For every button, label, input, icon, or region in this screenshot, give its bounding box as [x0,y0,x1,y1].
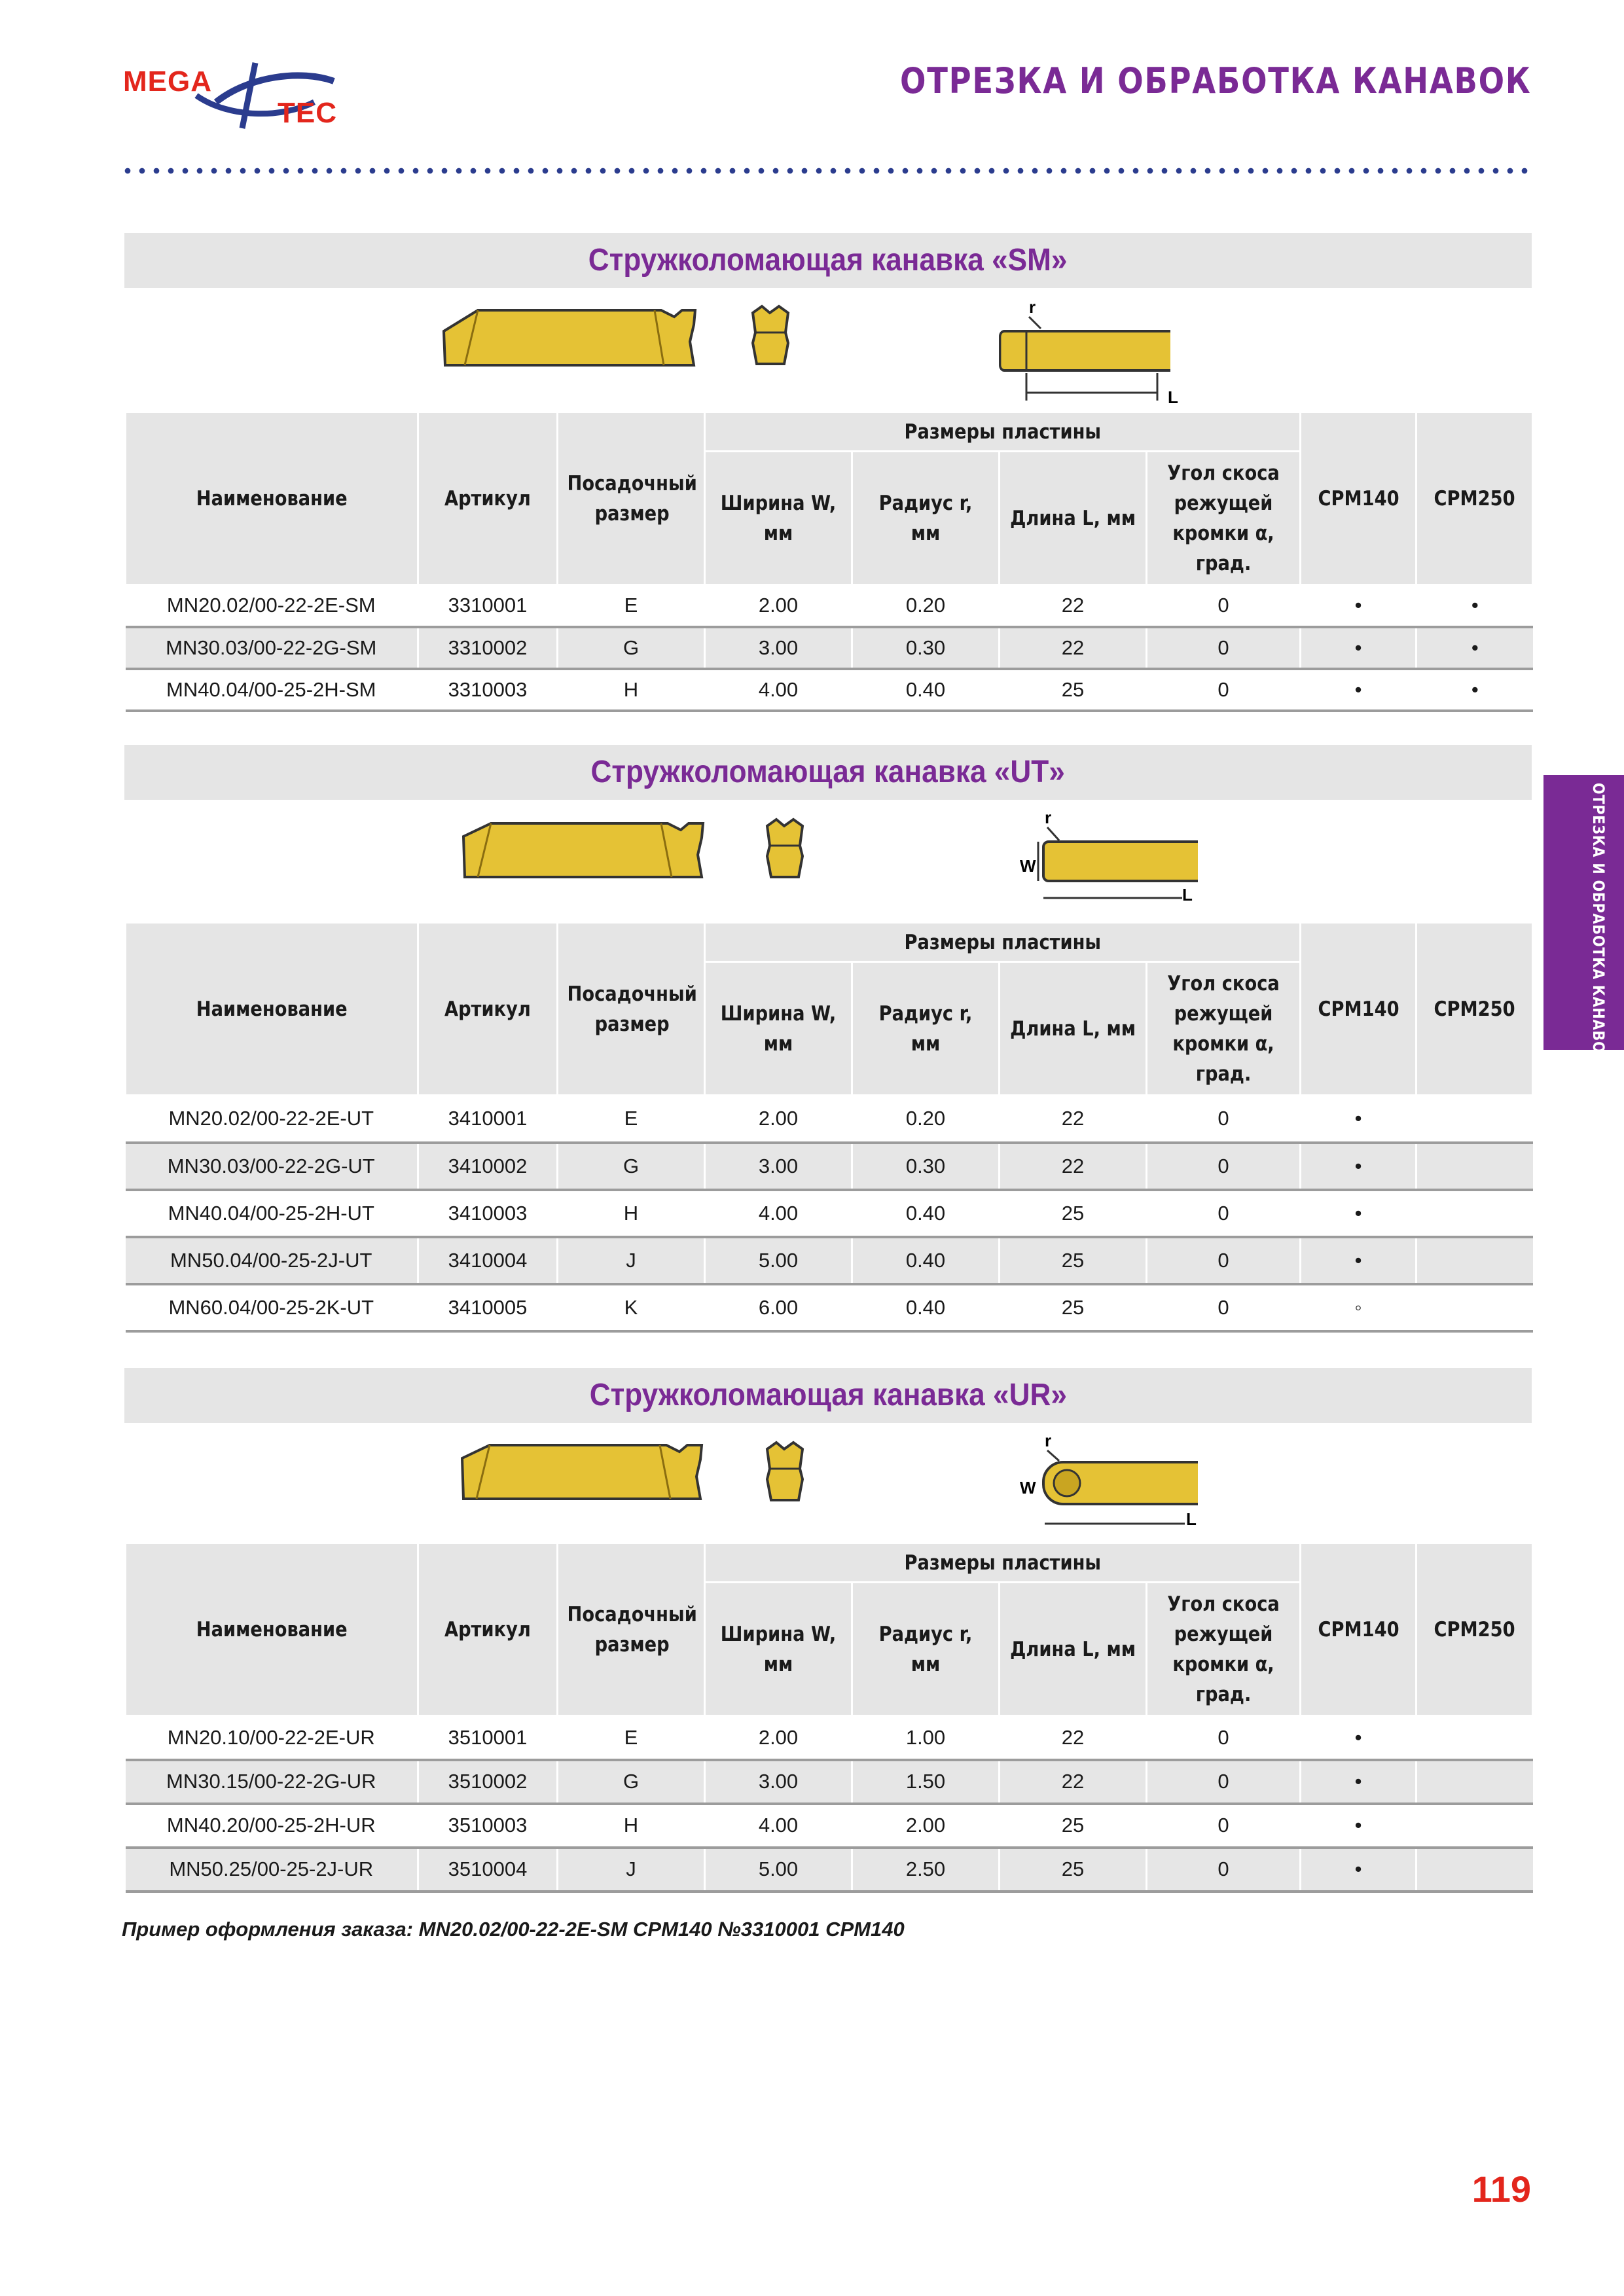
cell-cpm250 [1416,1804,1533,1848]
cell-radius: 0.40 [852,1190,1000,1237]
cell-name: MN30.15/00-22-2G-UR [126,1760,418,1804]
cell-name: MN40.04/00-25-2H-UT [126,1190,418,1237]
cell-angle: 0 [1147,585,1301,627]
cell-radius: 2.00 [852,1804,1000,1848]
cell-length: 25 [1000,1804,1147,1848]
cell-article: 3310001 [418,585,558,627]
col-header-name: Наименование [126,412,418,585]
cell-name: MN20.02/00-22-2E-UT [126,1096,418,1143]
cell-width: 4.00 [705,669,852,711]
insert-side-view-icon [458,818,720,897]
col-header-radius: Радиус r, мм [852,1583,1000,1716]
cell-length: 25 [1000,1190,1147,1237]
cell-angle: 0 [1147,627,1301,669]
cell-angle: 0 [1147,1143,1301,1190]
cell-length: 22 [1000,1760,1147,1804]
cell-angle: 0 [1147,1284,1301,1331]
cell-cpm250 [1416,1716,1533,1760]
cell-radius: 0.30 [852,1143,1000,1190]
col-header-article: Артикул [418,412,558,585]
col-header-dimensions: Размеры пластины [705,1543,1301,1583]
length-label: L [1182,885,1193,905]
cell-article: 3410002 [418,1143,558,1190]
logo-mega-text: MEGA [123,65,212,98]
table-row [126,1760,1533,1804]
cell-width: 3.00 [705,627,852,669]
cell-name: MN20.02/00-22-2E-SM [126,585,418,627]
cell-width: 3.00 [705,1760,852,1804]
length-label-holder [1183,1505,1210,1532]
cell-name: MN50.04/00-25-2J-UT [126,1237,418,1284]
insert-end-view-icon [761,1440,813,1518]
cell-angle: 0 [1147,1716,1301,1760]
cell-seat: E [558,585,705,627]
cell-cpm140: • [1301,1096,1416,1143]
section-title: Стружколомающая канавка «UR» [589,1378,1067,1412]
cell-angle: 0 [1147,669,1301,711]
cell-cpm250 [1416,1848,1533,1892]
width-label: W [1020,1478,1036,1498]
insert-figure [124,800,1532,922]
cell-radius: 0.20 [852,1096,1000,1143]
col-header-article: Артикул [418,1543,558,1716]
cell-width: 4.00 [705,1804,852,1848]
insert-side-view-icon [439,305,700,390]
table-row [126,1143,1533,1190]
cell-article: 3310002 [418,627,558,669]
section-title-bar [124,745,1532,800]
cell-seat: J [558,1848,705,1892]
cell-length: 22 [1000,627,1147,669]
length-label-holder [1165,384,1191,410]
cell-article: 3510004 [418,1848,558,1892]
cell-article: 3510002 [418,1760,558,1804]
cell-article: 3410003 [418,1190,558,1237]
cell-width: 6.00 [705,1284,852,1331]
col-header-width: Ширина W, мм [705,452,852,585]
cell-cpm140: • [1301,1237,1416,1284]
radius-label: r [1045,1431,1052,1450]
page-header-title: ОТРЕЗКА И ОБРАБОТКА КАНАВОК [899,60,1531,101]
section-title: Стружколомающая канавка «UT» [590,755,1066,789]
col-header-seat: Посадочный размер [558,412,705,585]
cell-angle: 0 [1147,1760,1301,1804]
col-header-length: Длина L, мм [1000,452,1147,585]
cell-name: MN20.10/00-22-2E-UR [126,1716,418,1760]
cell-angle: 0 [1147,1848,1301,1892]
table-row [126,1848,1533,1892]
col-header-width: Ширина W, мм [705,962,852,1096]
length-label: L [1186,1509,1197,1529]
insert-top-view-icon [884,1423,1198,1542]
cell-cpm250 [1416,1760,1533,1804]
col-header-width: Ширина W, мм [705,1583,852,1716]
cell-width: 3.00 [705,1143,852,1190]
product-table-ut [124,922,1534,1333]
cell-cpm140: • [1301,669,1416,711]
cell-cpm140: • [1301,627,1416,669]
col-header-length: Длина L, мм [1000,962,1147,1096]
section-sm [124,233,1532,712]
cell-name: MN40.20/00-25-2H-UR [126,1804,418,1848]
cell-seat: G [558,1760,705,1804]
table-row [126,627,1533,669]
col-header-dimensions: Размеры пластины [705,923,1301,962]
cell-cpm250: • [1416,585,1533,627]
cell-seat: H [558,1190,705,1237]
col-header-dimensions: Размеры пластины [705,412,1301,452]
logo-tec-text: TEC [278,97,337,129]
cell-article: 3410001 [418,1096,558,1143]
cell-width: 2.00 [705,1096,852,1143]
cell-angle: 0 [1147,1237,1301,1284]
cell-length: 22 [1000,1096,1147,1143]
cell-cpm250 [1416,1237,1533,1284]
cell-article: 3310003 [418,669,558,711]
col-header-cpm250: CPM250 [1416,923,1533,1096]
cell-name: MN50.25/00-25-2J-UR [126,1848,418,1892]
cell-seat: H [558,669,705,711]
col-header-cpm250: CPM250 [1416,412,1533,585]
cell-cpm250: • [1416,627,1533,669]
cell-width: 2.00 [705,585,852,627]
cell-seat: H [558,1804,705,1848]
cell-radius: 0.20 [852,585,1000,627]
cell-name: MN30.03/00-22-2G-SM [126,627,418,669]
cell-radius: 0.40 [852,1237,1000,1284]
col-header-article: Артикул [418,923,558,1096]
cell-angle: 0 [1147,1190,1301,1237]
section-title: Стружколомающая канавка «SM» [588,243,1068,278]
table-row [126,1804,1533,1848]
col-header-radius: Радиус r, мм [852,962,1000,1096]
cell-length: 25 [1000,1237,1147,1284]
page-number: 119 [1471,2168,1531,2210]
cell-seat: G [558,1143,705,1190]
cell-cpm140: • [1301,1190,1416,1237]
col-header-length: Длина L, мм [1000,1583,1147,1716]
cell-length: 25 [1000,1848,1147,1892]
insert-top-view-icon [869,288,1170,406]
col-header-cpm250: CPM250 [1416,1543,1533,1716]
col-header-cpm140: CPM140 [1301,923,1416,1096]
cell-angle: 0 [1147,1096,1301,1143]
col-header-angle: Угол скоса режущей кромки α, град. [1147,1583,1301,1716]
cell-cpm250: • [1416,669,1533,711]
section-title-bar [124,1368,1532,1423]
cell-length: 22 [1000,1716,1147,1760]
cell-seat: K [558,1284,705,1331]
side-tab-label: ОТРЕЗКА И ОБРАБОТКА КАНАВОК [1589,783,1608,1066]
cell-radius: 1.00 [852,1716,1000,1760]
col-header-name: Наименование [126,1543,418,1716]
width-label: W [1020,856,1036,876]
cell-width: 2.00 [705,1716,852,1760]
cell-angle: 0 [1147,1804,1301,1848]
table-row [126,1096,1533,1143]
cell-width: 5.00 [705,1848,852,1892]
cell-length: 25 [1000,1284,1147,1331]
col-header-angle: Угол скоса режущей кромки α, град. [1147,962,1301,1096]
cell-cpm140: ◦ [1301,1284,1416,1331]
cell-seat: E [558,1096,705,1143]
col-header-cpm140: CPM140 [1301,1543,1416,1716]
cell-seat: G [558,627,705,669]
cell-name: MN30.03/00-22-2G-UT [126,1143,418,1190]
cell-cpm250 [1416,1190,1533,1237]
product-table-sm [124,411,1534,712]
table-row [126,1716,1533,1760]
side-tab [1543,775,1624,1050]
table-row [126,585,1533,627]
cell-cpm140: • [1301,1848,1416,1892]
cell-article: 3410005 [418,1284,558,1331]
section-ut [124,745,1532,1333]
insert-end-view-icon [761,817,813,895]
cell-width: 4.00 [705,1190,852,1237]
insert-figure [124,1423,1532,1542]
cell-cpm250 [1416,1284,1533,1331]
brand-logo [118,56,353,135]
col-header-seat: Посадочный размер [558,923,705,1096]
product-table-ur [124,1542,1534,1893]
cell-cpm140: • [1301,585,1416,627]
section-title-bar [124,233,1532,288]
cell-cpm250 [1416,1096,1533,1143]
cell-radius: 0.40 [852,1284,1000,1331]
cell-cpm140: • [1301,1804,1416,1848]
order-example-note: Пример оформления заказа: MN20.02/00-22-2E-SM CPM140 №3310001 CPM140 [122,1918,905,1941]
insert-side-view-icon [457,1440,719,1518]
cell-length: 22 [1000,585,1147,627]
col-header-angle: Угол скоса режущей кромки α, град. [1147,452,1301,585]
cell-name: MN40.04/00-25-2H-SM [126,669,418,711]
table-row [126,669,1533,711]
cell-cpm140: • [1301,1143,1416,1190]
section-ur [124,1368,1532,1893]
col-header-seat: Посадочный размер [558,1543,705,1716]
cell-length: 25 [1000,669,1147,711]
cell-article: 3510003 [418,1804,558,1848]
cell-name: MN60.04/00-25-2K-UT [126,1284,418,1331]
cell-radius: 1.50 [852,1760,1000,1804]
col-header-name: Наименование [126,923,418,1096]
cell-article: 3410004 [418,1237,558,1284]
col-header-cpm140: CPM140 [1301,412,1416,585]
col-header-radius: Радиус r, мм [852,452,1000,585]
cell-seat: J [558,1237,705,1284]
radius-label: r [1029,297,1036,317]
length-label-holder [1180,881,1206,907]
dotted-divider [120,168,1532,174]
insert-figure [124,288,1532,411]
table-row [126,1190,1533,1237]
cell-seat: E [558,1716,705,1760]
table-row [126,1237,1533,1284]
length-label: L [1168,387,1178,407]
insert-end-view-icon [746,304,799,382]
cell-cpm250 [1416,1143,1533,1190]
table-row [126,1284,1533,1331]
cell-cpm140: • [1301,1716,1416,1760]
insert-top-view-icon [884,800,1198,922]
cell-radius: 0.40 [852,669,1000,711]
cell-width: 5.00 [705,1237,852,1284]
cell-length: 22 [1000,1143,1147,1190]
cell-radius: 0.30 [852,627,1000,669]
radius-label: r [1045,808,1052,827]
cell-radius: 2.50 [852,1848,1000,1892]
cell-cpm140: • [1301,1760,1416,1804]
cell-article: 3510001 [418,1716,558,1760]
